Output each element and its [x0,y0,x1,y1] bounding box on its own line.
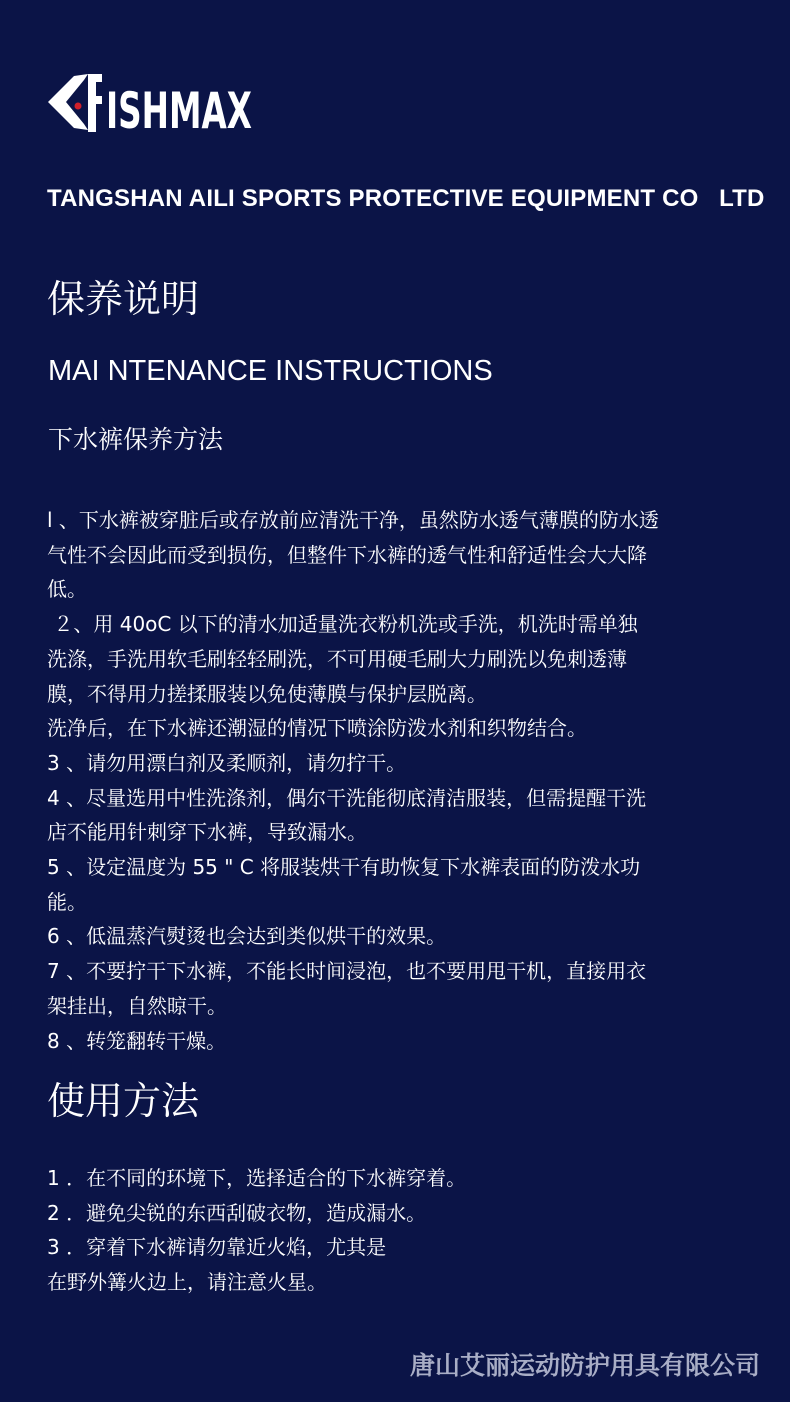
care-title: 保养说明 [47,277,200,321]
usage-line: 2 ．避免尖锐的东西刮破衣物，造成漏水。 [47,1200,427,1225]
care-line: 店不能用针刺穿下水裤，导致漏水。 [47,820,367,845]
care-subtitle-english: MAI NTENANCE INSTRUCTIONS [48,355,493,387]
care-line: 架挂出，自然晾干。 [47,993,227,1018]
care-line: 低。 [47,577,87,602]
care-line: 6 、低温蒸汽熨烫也会达到类似烘干的效果。 [47,924,447,949]
care-line: ２、用 40oC 以下的清水加适量洗衣粉机洗或手洗，机洗时需单独 [47,612,638,637]
care-instructions [47,503,747,1058]
usage-line: 3 ．穿着下水裤请勿靠近火焰，尤其是 [47,1235,387,1259]
care-line: 洗涤，手洗用软毛刷轻轻刷洗，不可用硬毛刷大力刷洗以免刺透薄 [47,646,627,671]
care-line: 能。 [47,889,87,914]
care-line: 气性不会因此而受到损伤，但整件下水裤的透气性和舒适性会大大降 [47,542,647,567]
usage-line: 在野外篝火边上，请注意火星。 [47,1269,327,1294]
care-line: 4 、尽量选用中性洗涤剂，偶尔干洗能彻底清洁服装，但需提醒干洗 [47,785,647,810]
care-subtitle-chinese: 下水裤保养方法 [48,425,224,454]
care-line: 5 、设定温度为 55 " C 将服装烘干有助恢复下水裤表面的防泼水功 [47,855,641,880]
care-line: 膜，不得用力搓揉服装以免使薄膜与保护层脱离。 [47,681,487,706]
care-line: 洗净后，在下水裤还潮湿的情况下喷涂防泼水剂和织物结合。 [47,716,587,741]
care-line: 3 、请勿用漂白剂及柔顺剂，请勿拧干。 [47,750,407,775]
usage-instructions [47,1161,747,1299]
company-name-english: TANGSHAN AILI SPORTS PROTECTIVE EQUIPMENT CO LTD [47,185,765,212]
care-line: 8 、转笼翻转干燥。 [47,1028,227,1053]
fishmax-logo [44,66,254,138]
company-name-chinese: 唐山艾丽运动防护用具有限公司 [409,1351,760,1380]
usage-title: 使用方法 [47,1079,200,1123]
svg-text:ISHMAX: ISHMAX [106,82,252,140]
care-line: 7 、不要拧干下水裤，不能长时间浸泡，也不要用甩干机，直接用衣 [47,959,647,984]
usage-line: 1 ．在不同的环境下，选择适合的下水裤穿着。 [47,1166,467,1190]
care-line: l 、下水裤被穿脏后或存放前应清洗干净，虽然防水透气薄膜的防水透 [47,508,659,532]
